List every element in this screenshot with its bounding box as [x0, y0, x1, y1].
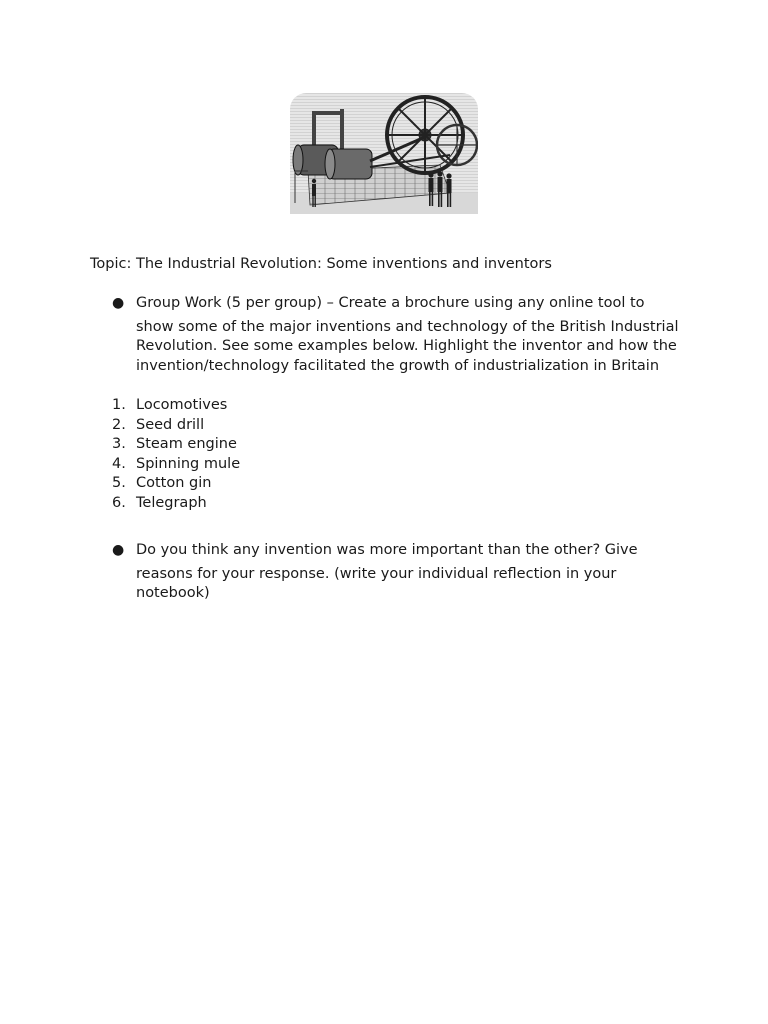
bullet-item-reflection — [112, 541, 692, 605]
bullet-icon: ● — [112, 295, 125, 311]
list-item — [112, 416, 412, 436]
steam-engine-illustration — [290, 93, 478, 214]
list-number: 4. — [112, 455, 126, 472]
list-number: 2. — [112, 416, 126, 433]
list-item-label: Telegraph — [136, 494, 207, 511]
list-number: 1. — [112, 397, 126, 413]
bullet-continuation: show some of the major inventions and technology of the British Industrial Revolution. See some examples below. Highlight the inventor and how the invention/technology facilitated the growth of industrialization in Britain — [136, 318, 679, 375]
bullet-continuation: reasons for your response. (write your individual reflection in your notebook) — [136, 565, 617, 602]
bullet-text — [136, 541, 692, 604]
list-item — [112, 435, 412, 455]
bullet-first-line: Group Work (5 per group) – Create a brochure using any online tool to — [136, 295, 645, 311]
list-item-label: Steam engine — [136, 436, 237, 453]
inventions-list — [112, 396, 412, 514]
list-number: 6. — [112, 494, 126, 511]
list-item-label: Locomotives — [136, 397, 228, 413]
bullet-text — [136, 294, 692, 377]
bullet-item-group-work — [112, 294, 692, 394]
list-item — [112, 455, 412, 475]
list-number: 3. — [112, 436, 126, 453]
steam-engine-drawing — [290, 93, 478, 214]
list-number: 5. — [112, 475, 126, 492]
list-item — [112, 474, 412, 494]
list-item-label: Seed drill — [136, 416, 205, 433]
bullet-icon: ● — [112, 542, 125, 558]
list-item-label: Cotton gin — [136, 475, 212, 492]
list-item — [112, 396, 412, 416]
list-item — [112, 494, 412, 514]
list-item-label: Spinning mule — [136, 455, 241, 472]
topic-heading: Topic: The Industrial Revolution: Some inventions and inventors — [90, 256, 552, 272]
bullet-first-line: Do you think any invention was more important than the other? Give — [136, 542, 638, 558]
